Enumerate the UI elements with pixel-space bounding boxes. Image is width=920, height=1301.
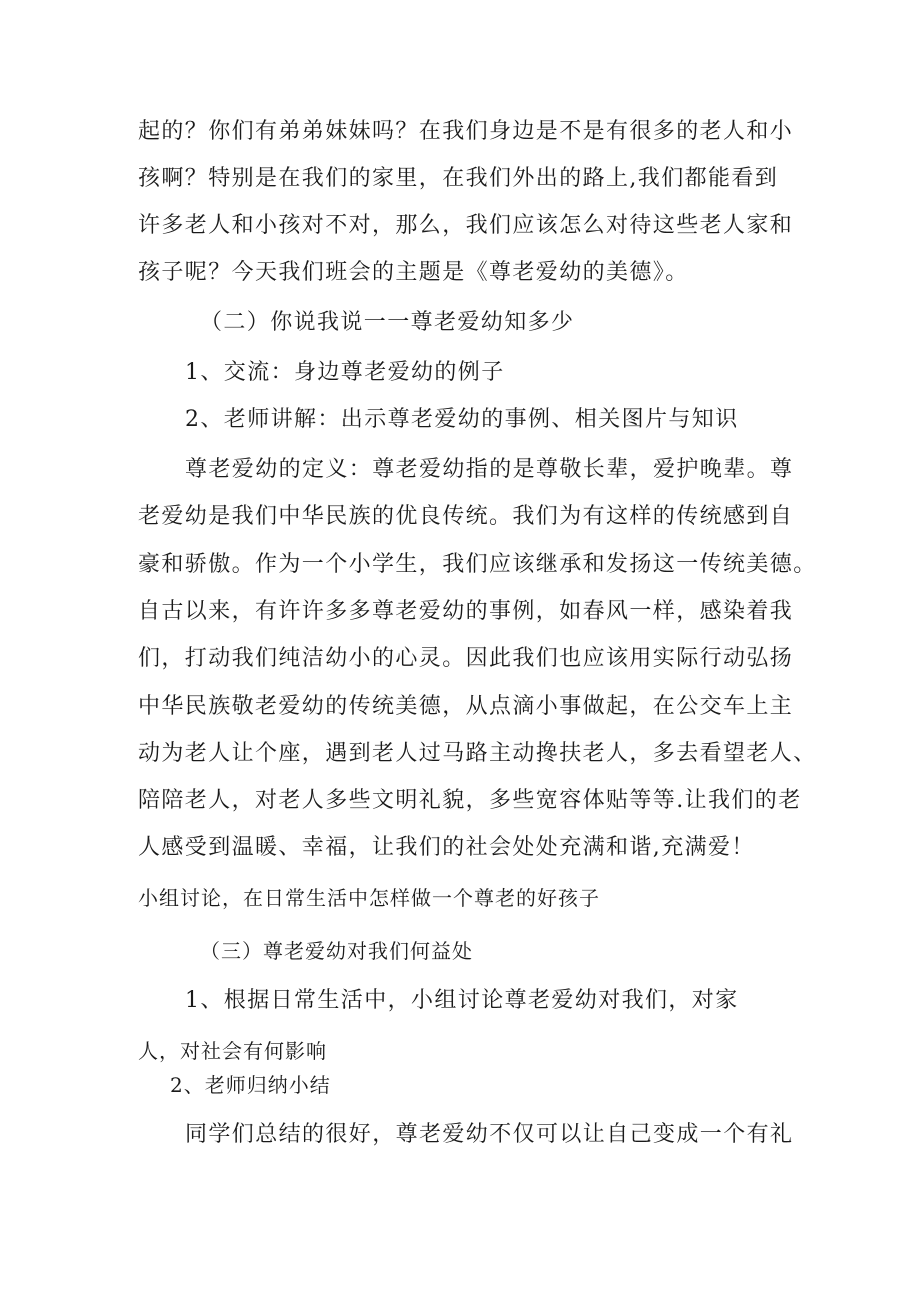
list-item-1: 1、交流：身边尊老爱幼的例子 <box>185 360 505 385</box>
text-line-13: 中华民族敬老爱幼的传统美德，从点滴小事做起，在公交车上主 <box>138 694 794 719</box>
section-heading-3: （三）尊老爱幼对我们何益处 <box>200 939 473 963</box>
text-line-16: 人感受到温暖、幸福，让我们的社会处处充满和谐,充满爱！ <box>138 835 755 860</box>
text-line-9: 老爱幼是我们中华民族的优良传统。我们为有这样的传统感到自 <box>138 504 794 529</box>
list-item-2: 2、老师讲解：出示尊老爱幼的事例、相关图片与知识 <box>185 407 739 432</box>
text-line-4: 孩子呢？今天我们班会的主题是《尊老爱幼的美德》。 <box>138 260 689 285</box>
text-line-22: 同学们总结的很好，尊老爱幼不仅可以让自己变成一个有礼 <box>185 1122 794 1147</box>
list-item-4: 2、老师归纳小结 <box>170 1073 331 1097</box>
text-line-1: 起的？你们有弟弟妹妹吗？在我们身边是不是有很多的老人和小 <box>138 119 794 144</box>
text-line-8: 尊老爱幼的定义：尊老爱幼指的是尊敬长辈，爱护晚辈。尊 <box>185 457 794 482</box>
list-item-3-continued: 人，对社会有何影响 <box>138 1039 327 1063</box>
text-line-11: 自古以来，有许许多多尊老爱幼的事例，如春风一样，感染着我 <box>138 599 794 624</box>
text-line-12: 们，打动我们纯洁幼小的心灵。因此我们也应该用实际行动弘扬 <box>138 646 794 671</box>
text-line-2: 孩啊？特别是在我们的家里，在我们外出的路上,我们都能看到 <box>138 166 779 191</box>
section-heading-2: （二）你说我说一一尊老爱幼知多少 <box>200 310 575 335</box>
text-line-10: 豪和骄傲。作为一个小学生，我们应该继承和发扬这一传统美德。 <box>138 552 817 577</box>
group-discussion-line: 小组讨论，在日常生活中怎样做一个尊老的好孩子 <box>138 886 600 910</box>
text-line-14: 动为老人让个座，遇到老人过马路主动搀扶老人，多去看望老人、 <box>138 741 817 766</box>
text-line-3: 许多老人和小孩对不对，那么，我们应该怎么对待这些老人家和 <box>138 213 794 238</box>
list-item-3: 1、根据日常生活中，小组讨论尊老爱幼对我们，对家 <box>185 988 739 1013</box>
text-line-15: 陪陪老人，对老人多些文明礼貌，多些宽容体贴等等.让我们的老 <box>138 788 802 813</box>
